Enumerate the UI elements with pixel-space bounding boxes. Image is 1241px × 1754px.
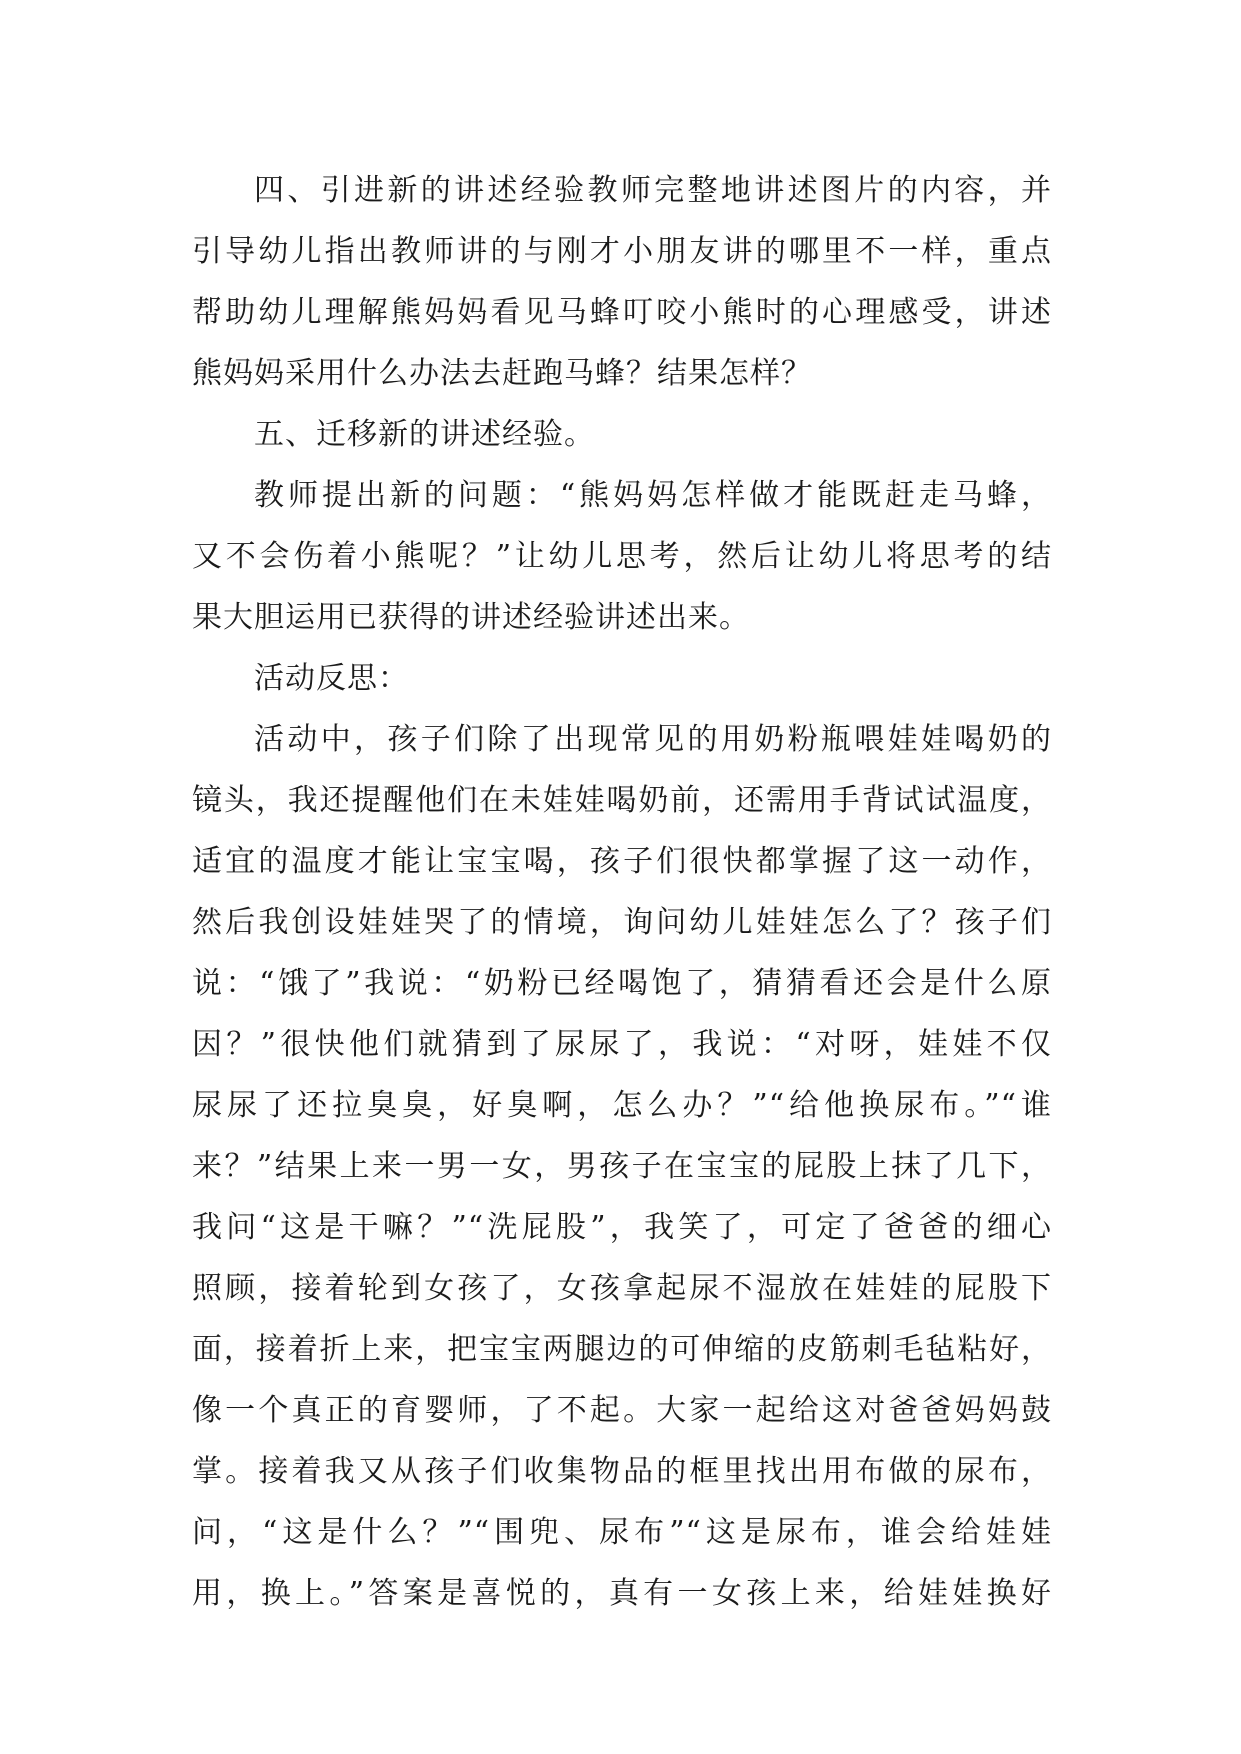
paragraph-teacher-question [192,465,1052,648]
text-line: 面，接着折上来，把宝宝两腿边的可伸缩的皮筋刺毛毡粘好， [192,1332,1052,1367]
text-line: 活动反思： [254,661,409,696]
text-line: 熊妈妈采用什么办法去赶跑马蜂？结果怎样？ [192,356,812,391]
text-line: 教师提出新的问题：“熊妈妈怎样做才能既赶走马蜂， [254,478,1052,513]
text-line: 帮助幼儿理解熊妈妈看见马蜂叮咬小熊时的心理感受，讲述 [192,295,1052,330]
text-line: 适宜的温度才能让宝宝喝，孩子们很快都掌握了这一动作， [192,844,1052,879]
paragraph-reflection-body [192,709,1052,1624]
text-line: 活动中，孩子们除了出现常见的用奶粉瓶喂娃娃喝奶的 [254,722,1052,757]
text-line: 然后我创设娃娃哭了的情境，询问幼儿娃娃怎么了？孩子们 [192,905,1052,940]
text-line: 引导幼儿指出教师讲的与刚才小朋友讲的哪里不一样，重点 [192,234,1052,269]
paragraph-section-5 [192,404,1052,465]
text-line: 说：“饿了”我说：“奶粉已经喝饱了，猜猜看还会是什么原 [192,966,1052,1001]
text-line: 又不会伤着小熊呢？”让幼儿思考，然后让幼儿将思考的结 [192,539,1052,574]
text-line: 照顾，接着轮到女孩了，女孩拿起尿不湿放在娃娃的屁股下 [192,1271,1052,1306]
text-line: 果大胆运用已获得的讲述经验讲述出来。 [192,600,750,635]
text-line: 四、引进新的讲述经验教师完整地讲述图片的内容，并 [254,173,1052,208]
text-line: 我问“这是干嘛？”“洗屁股”，我笑了，可定了爸爸的细心 [192,1210,1052,1245]
text-line: 掌。接着我又从孩子们收集物品的框里找出用布做的尿布， [192,1454,1052,1489]
text-line: 用，换上。”答案是喜悦的，真有一女孩上来，给娃娃换好 [192,1576,1052,1611]
paragraph-reflection-heading [192,648,1052,709]
paragraph-section-4 [192,160,1052,404]
text-line: 来？”结果上来一男一女，男孩子在宝宝的屁股上抹了几下， [192,1149,1052,1184]
text-line: 问，“这是什么？”“围兜、尿布”“这是尿布，谁会给娃娃 [192,1515,1052,1550]
text-line: 尿尿了还拉臭臭，好臭啊，怎么办？”“给他换尿布。”“谁 [192,1088,1052,1123]
text-line: 因？”很快他们就猜到了尿尿了，我说：“对呀，娃娃不仅 [192,1027,1052,1062]
text-line: 五、迁移新的讲述经验。 [254,417,595,452]
document-body [192,160,1052,1624]
text-line: 镜头，我还提醒他们在未娃娃喝奶前，还需用手背试试温度， [192,783,1052,818]
text-line: 像一个真正的育婴师，了不起。大家一起给这对爸爸妈妈鼓 [192,1393,1052,1428]
